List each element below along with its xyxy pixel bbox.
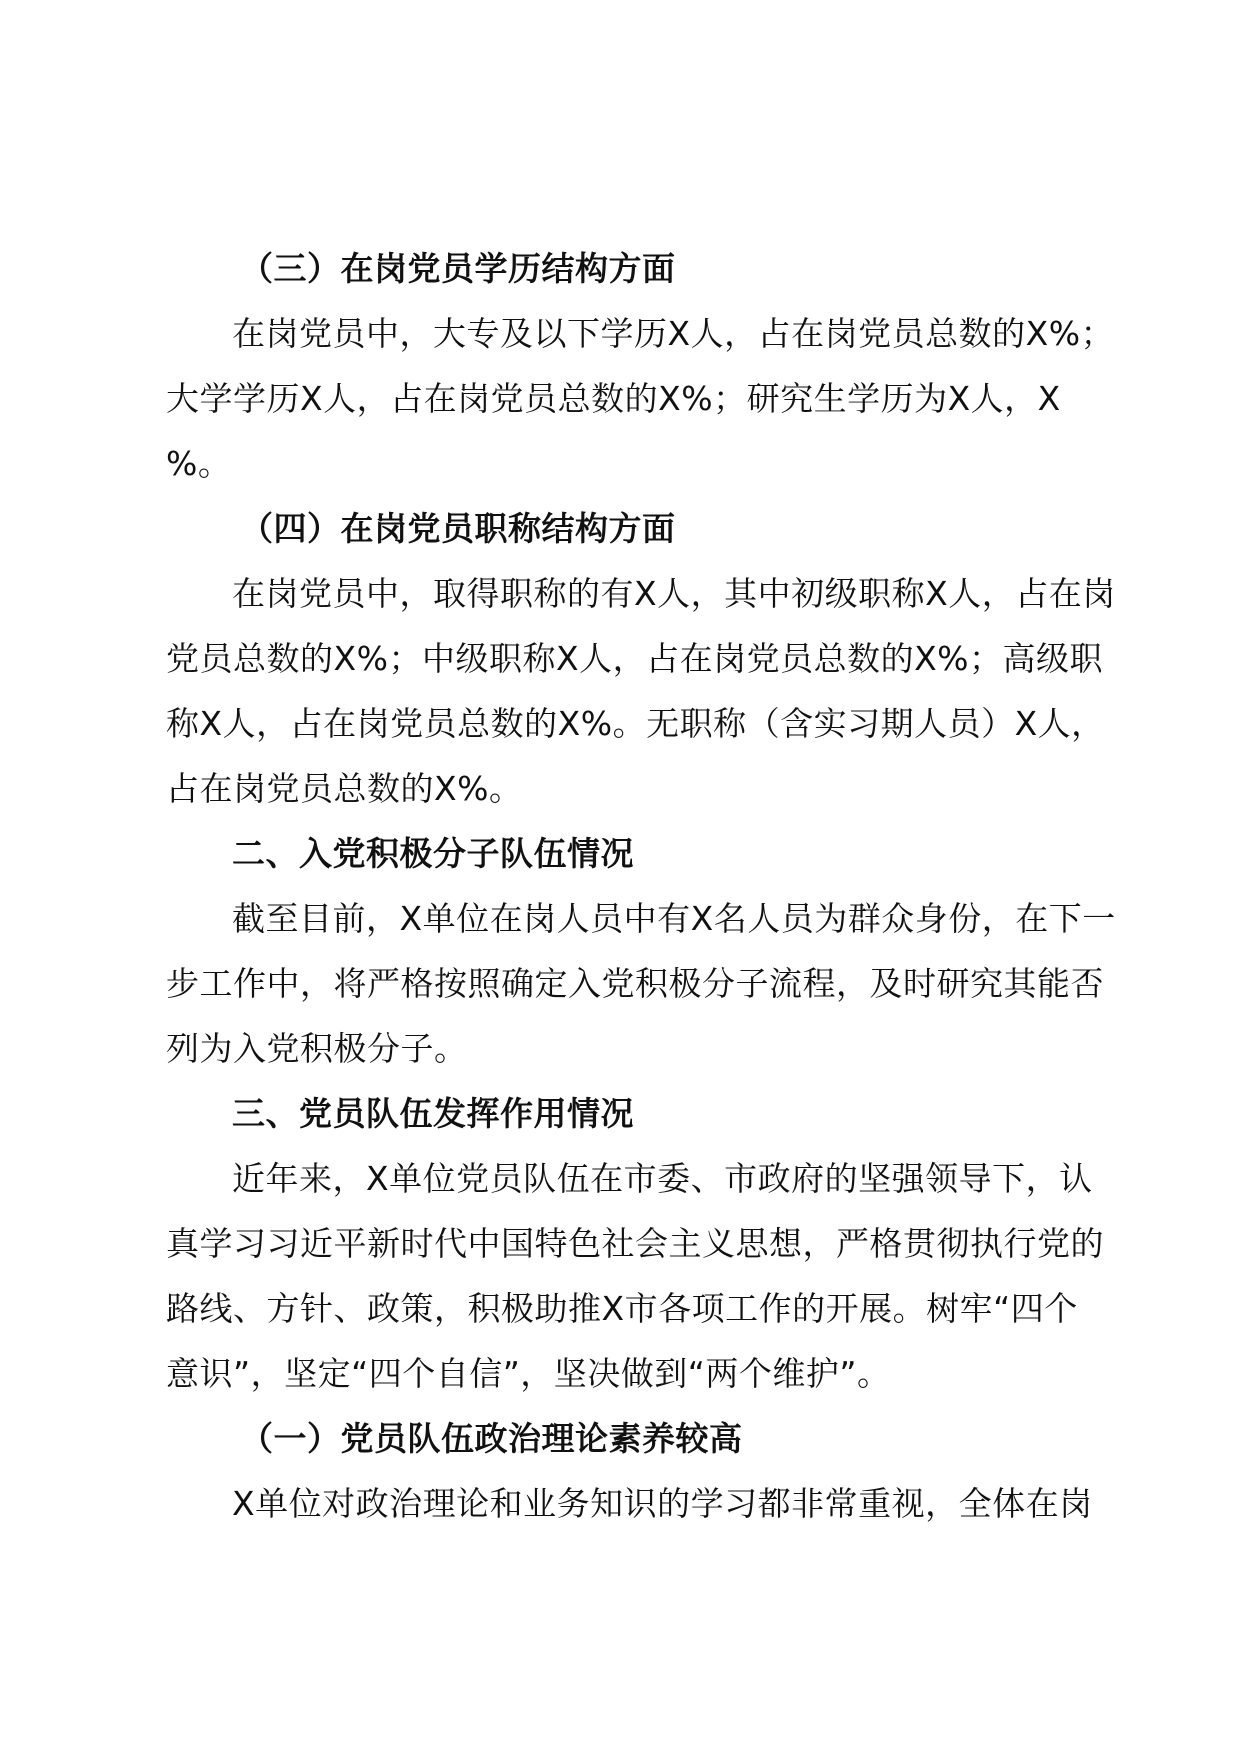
section-heading: 三、党员队伍发挥作用情况 (232, 1094, 634, 1133)
paragraph-line: 截至目前，X单位在岗人员中有X名人员为群众身份，在下一 (232, 899, 1116, 938)
section-heading: （三）在岗党员学历结构方面 (240, 249, 676, 288)
paragraph-line: 步工作中，将严格按照确定入党积极分子流程，及时研究其能否 (166, 964, 1104, 1003)
paragraph-line: 近年来，X单位党员队伍在市委、市政府的坚强领导下，认 (232, 1159, 1093, 1198)
paragraph-line: 党员总数的X%；中级职称X人，占在岗党员总数的X%；高级职 (166, 639, 1104, 678)
paragraph-line: 列为入党积极分子。 (166, 1029, 468, 1068)
paragraph-line: 在岗党员中，取得职称的有X人，其中初级职称X人，占在岗 (232, 574, 1116, 613)
paragraph-line: 称X人，占在岗党员总数的X%。无职称（含实习期人员）X人， (166, 704, 1105, 743)
paragraph-line: 意识”，坚定“四个自信”，坚决做到“两个维护”。 (166, 1354, 891, 1393)
paragraph-line: %。 (166, 444, 232, 483)
paragraph-line: 占在岗党员总数的X%。 (166, 769, 523, 808)
paragraph-line: 真学习习近平新时代中国特色社会主义思想，严格贯彻执行党的 (166, 1224, 1104, 1263)
section-heading: （一）党员队伍政治理论素养较高 (240, 1419, 743, 1458)
paragraph-line: 在岗党员中，大专及以下学历X人，占在岗党员总数的X%； (232, 314, 1115, 353)
section-heading: 二、入党积极分子队伍情况 (232, 834, 634, 873)
paragraph-line: 路线、方针、政策，积极助推X市各项工作的开展。树牢“四个 (166, 1289, 1078, 1328)
document-body (166, 236, 1116, 1536)
paragraph-line: X单位对政治理论和业务知识的学习都非常重视，全体在岗 (232, 1484, 1093, 1523)
section-heading: （四）在岗党员职称结构方面 (240, 509, 676, 548)
paragraph-line: 大学学历X人，占在岗党员总数的X%；研究生学历为X人，X (166, 379, 1061, 418)
